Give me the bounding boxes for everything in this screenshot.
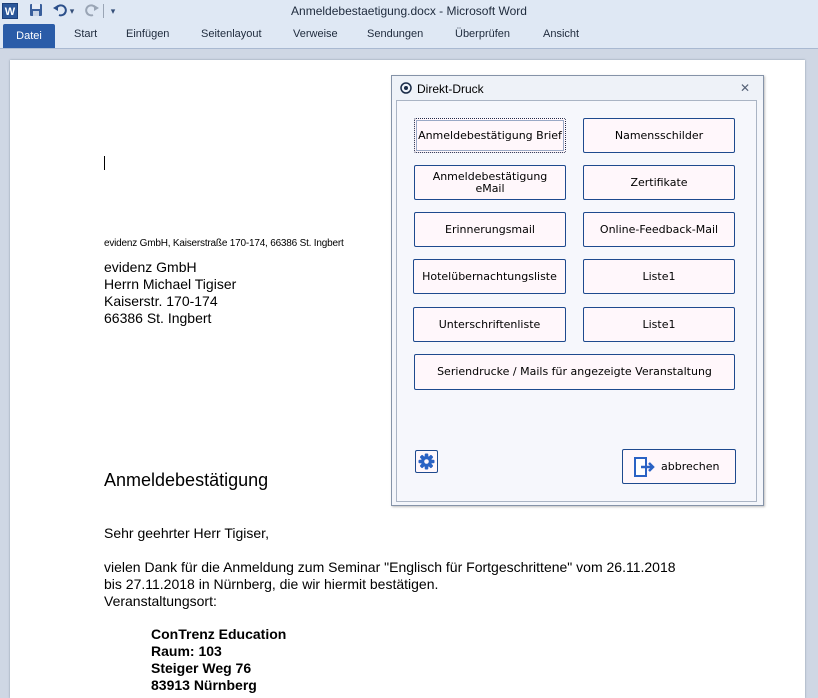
exit-door-icon [633,456,655,478]
title-bar [0,0,818,24]
tab-sendungen[interactable]: Sendungen [367,28,424,40]
zertifikate-button[interactable]: Zertifikate [583,165,735,200]
body-paragraph [104,559,744,610]
venue-block [151,626,286,694]
salutation: Sehr geehrter Herr Tigiser, [104,525,269,541]
ribbon-tabs [0,24,818,49]
tab-einfuegen[interactable]: Einfügen [126,28,170,40]
direkt-druck-dialog [391,75,764,506]
word-app-icon[interactable]: W [2,3,18,19]
venue-line: Steiger Weg 76 [151,660,252,676]
paragraph-line: bis 27.11.2018 in Nürnberg, die wir hiermit bestätigen. [104,576,439,592]
gear-icon [416,451,437,472]
address-line: Kaiserstr. 170-174 [104,293,218,309]
window-title: Anmeldebestaetigung.docx - Microsoft Word [291,4,527,18]
settings-button[interactable] [415,450,438,473]
tab-start[interactable]: Start [74,28,98,40]
abbrechen-label: abbrechen [661,460,720,473]
address-line: 66386 St. Ingbert [104,310,212,326]
erinnerungsmail-button[interactable]: Erinnerungsmail [414,212,566,247]
venue-line: ConTrenz Education [151,626,287,642]
tab-verweise[interactable]: Verweise [293,28,338,40]
undo-dropdown-icon[interactable]: ▾ [69,6,75,16]
seriendrucke-button[interactable]: Seriendrucke / Mails für angezeigte Veranstaltung [414,354,735,390]
namensschilder-button[interactable]: Namensschilder [583,118,735,153]
liste1-button-2[interactable]: Liste1 [583,307,735,342]
tab-ueberpruefen[interactable]: Überprüfen [455,28,511,40]
dialog-title-bar[interactable] [392,76,763,100]
abbrechen-button[interactable] [622,449,736,484]
anmeldebestaetigung-brief-button[interactable]: Anmeldebestätigung Brief [414,118,566,153]
anmeldebestaetigung-email-button[interactable] [414,165,566,200]
address-line: evidenz GmbH [104,259,197,275]
document-heading: Anmeldebestätigung [104,470,269,490]
button-label-line: Anmeldebestätigung [432,169,548,183]
unterschriftenliste-button[interactable]: Unterschriftenliste [413,307,566,342]
button-label-line: eMail [475,181,505,195]
dialog-app-icon [400,82,412,94]
close-icon[interactable]: ✕ [739,81,751,95]
dialog-body [396,100,757,502]
address-line: Herrn Michael Tigiser [104,276,237,292]
online-feedback-mail-button[interactable]: Online-Feedback-Mail [583,212,735,247]
customize-toolbar-icon[interactable]: ▾ [110,6,116,16]
sender-line: evidenz GmbH, Kaiserstraße 170-174, 66386 St. Ingbert [104,238,344,249]
tab-seitenlayout[interactable]: Seitenlayout [201,28,262,40]
venue-line: 83913 Nürnberg [151,677,257,693]
hoteluebernachtungsliste-button[interactable]: Hotelübernachtungsliste [413,259,566,294]
paragraph-line: Veranstaltungsort: [104,593,217,609]
tab-ansicht[interactable]: Ansicht [543,28,580,40]
tab-datei[interactable]: Datei [3,24,55,48]
paragraph-line: vielen Dank für die Anmeldung zum Seminar "Englisch für Fortgeschrittene" vom 26.11.2018 [104,559,676,575]
liste1-button[interactable]: Liste1 [583,259,735,294]
recipient-address [104,259,236,327]
venue-line: Raum: 103 [151,643,222,659]
dialog-title: Direkt-Druck [417,82,484,96]
text-cursor [104,156,105,170]
